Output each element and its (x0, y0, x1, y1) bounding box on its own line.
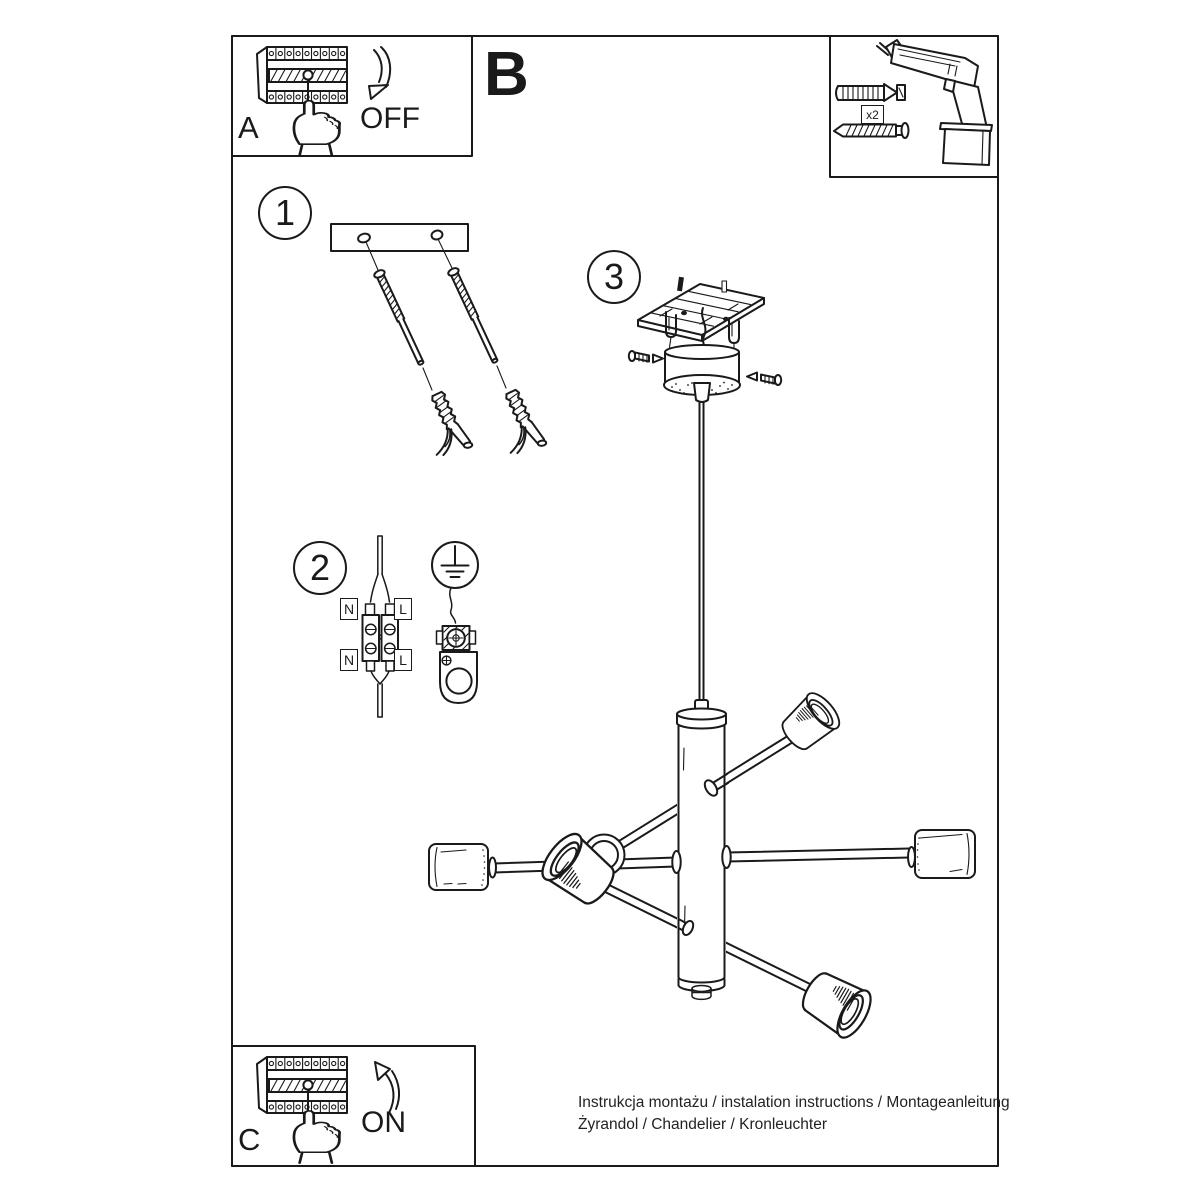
panel-a-action-off: OFF (360, 102, 420, 135)
alignment-lines-step1 (366, 239, 506, 390)
ceiling-plate (638, 277, 764, 341)
canopy (664, 345, 740, 402)
ground-symbol-icon (432, 542, 478, 588)
terminal-label-n-top: N (340, 598, 358, 620)
screw-step1-left (373, 269, 426, 367)
breaker-panel-illustration-c (257, 1057, 347, 1113)
panel-c-action-on: ON (361, 1106, 406, 1139)
breaker-panel-illustration-a (257, 47, 347, 103)
screw-step1-right (447, 267, 500, 365)
step3-number: 3 (587, 250, 641, 304)
panel-a-label: A (238, 110, 259, 145)
expansion-anchor-right (487, 387, 548, 460)
terminal-label-n-bottom: N (340, 649, 358, 671)
mounting-bracket (331, 224, 468, 251)
footer-line2: Żyrandol / Chandelier / Kronleuchter (578, 1116, 827, 1133)
tools-quantity-badge: x2 (861, 105, 884, 124)
lamp-socket-left (429, 844, 496, 890)
step1-number: 1 (258, 186, 312, 240)
panel-c-label: C (238, 1122, 261, 1157)
terminal-label-l-bottom: L (394, 649, 412, 671)
panel-b-label: B (484, 40, 529, 109)
lamp-socket-bottom-right (795, 965, 877, 1043)
terminal-block (363, 536, 399, 717)
suspension-cable (695, 403, 708, 714)
expansion-anchor-left (413, 389, 474, 462)
lamp-socket-right (908, 830, 975, 878)
footer-line1: Instrukcja montażu / instalation instructions / Montageanleitung (578, 1094, 1010, 1111)
ground-terminal (437, 588, 478, 703)
terminal-label-l-top: L (394, 598, 412, 620)
step2-number: 2 (293, 541, 347, 595)
